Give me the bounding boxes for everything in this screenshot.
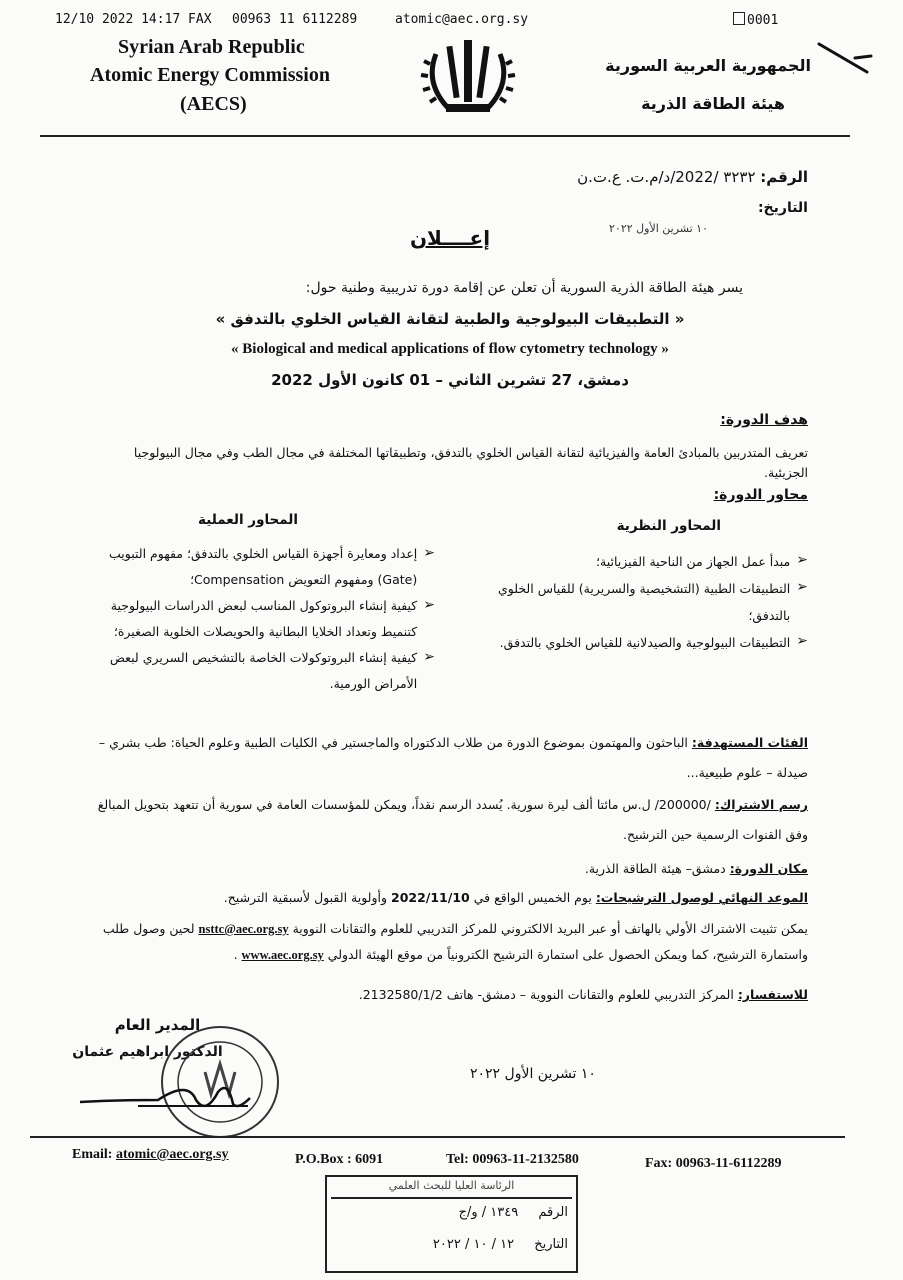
practical-list	[75, 541, 435, 697]
inquiry-heading: للاستفسار:	[737, 987, 808, 1002]
arrow-bullet-icon: ➢	[796, 552, 808, 568]
venue-paragraph	[93, 856, 808, 882]
practical-item: ➢ كيفية إنشاء البروتوكول المناسب لبعض الدراسات البيولوجية كتنميط وتعداد الخلايا البطانية والحويصلات الخلوية الصغيرة؛	[75, 593, 435, 645]
audience-heading: الفئات المستهدفة:	[691, 735, 808, 750]
handwritten-mark	[815, 38, 875, 78]
receipt-date-row: التاريخ ١٢ / ١٠ / ٢٠٢٢	[432, 1237, 568, 1252]
arrow-bullet-icon: ➢	[423, 649, 435, 665]
announcement-intro: يسر هيئة الطاقة الذرية السورية أن تعلن عن إقامة دورة تدريبية وطنية حول:	[305, 280, 743, 296]
footer-tel: Tel: 00963-11-2132580	[446, 1152, 579, 1167]
practical-heading: المحاور العملية	[198, 512, 298, 528]
fee-text: /200000/ ل.س مائتا ألف ليرة سورية. يُسدد الرسم نقداً، ويمكن للمؤسسات العامة في سورية أن تتعهد بتحويل المبالغ وفق القنوات الرسمية حين الترشيح.	[97, 797, 808, 842]
fee-heading: رسم الاشتراك:	[714, 797, 808, 812]
fax-header-datetime: 12/10 2022 14:17 FAX	[55, 12, 212, 27]
axes-heading: محاور الدورة:	[713, 487, 808, 503]
letterhead-en-line2: Atomic Energy Commission	[90, 64, 330, 86]
footer-email-link[interactable]: atomic@aec.org.sy	[115, 1147, 229, 1162]
course-title-ar: « التطبيقات البيولوجية والطبية لتقانة القياس الخلوي بالتدفق »	[215, 310, 685, 328]
aecs-logo	[420, 34, 516, 120]
deadline-paragraph: الموعد النهائي لوصول الترشيحات: يوم الخميس الواقع في 2022/11/10 وأولوية القبول لأسبقية الترشيح.	[223, 890, 808, 905]
receipt-stamp	[325, 1175, 578, 1273]
deadline-date: 2022/11/10	[391, 890, 470, 905]
arrow-bullet-icon: ➢	[796, 579, 808, 595]
inquiry-paragraph: للاستفسار: المركز التدريبي للعلوم والتقانات النووية – دمشق- هاتف 2132580/1/2.	[358, 987, 808, 1002]
website-link[interactable]: www.aec.org.sy	[241, 948, 324, 962]
handwritten-signature	[78, 1060, 253, 1120]
reference-number: الرقم: ٣٢٣٢ /2022/د/م.ت. ع.ت.ن	[577, 168, 808, 186]
goal-text: تعريف المتدربين بالمبادئ العامة والفيزيائية لتقانة القياس الخلوي بالتدفق، وتطبيقاتها المختلفة في مجال الطب وفي مجال البيولوجيا الجزيئية.	[133, 445, 808, 480]
theoretical-item: ➢ مبدأ عمل الجهاز من الناحية الفيزيائية؛	[483, 548, 808, 575]
letterhead-en-line1: Syrian Arab Republic	[118, 36, 305, 58]
footer-divider	[30, 1136, 845, 1138]
audience-text: الباحثون والمهتمون بموضوع الدورة من طلاب الدكتوراه والماجستير في الكليات الطبية وعلوم الحياة: طب بشري – صيدلة – علوم طبيعية...	[98, 735, 808, 780]
deadline-heading: الموعد النهائي لوصول الترشيحات:	[595, 890, 808, 905]
course-place-dates: دمشق، 27 تشرين الثاني – 01 كانون الأول 2022	[271, 371, 629, 389]
reference-date: التاريخ:	[757, 200, 808, 216]
theoretical-item: ➢ التطبيقات الطبية (التشخيصية والسريرية) للقياس الخلوي بالتدفق؛	[483, 575, 808, 629]
fax-header-email: atomic@aec.org.sy	[395, 12, 529, 27]
letterhead-en-line3: (AECS)	[180, 93, 247, 115]
reference-date-value: ١٠ تشرين الأول ٢٠٢٢	[609, 222, 708, 235]
arrow-bullet-icon: ➢	[423, 597, 435, 613]
handwritten-date: ١٠ تشرين الأول ٢٠٢٢	[470, 1066, 596, 1082]
theoretical-list	[483, 548, 808, 656]
header-divider	[40, 135, 850, 137]
fax-page-icon	[733, 12, 745, 25]
fax-header-page: 0001	[733, 12, 778, 28]
signature-title: المدير العام	[114, 1016, 201, 1034]
course-title-en: « Biological and medical applications of flow cytometry technology »	[231, 341, 669, 357]
footer-email: Email: atomic@aec.org.sy	[72, 1147, 229, 1162]
fee-paragraph	[93, 790, 808, 850]
footer-pobox: P.O.Box : 6091	[295, 1152, 384, 1167]
arrow-bullet-icon: ➢	[796, 633, 808, 649]
registration-paragraph: يمكن تثبيت الاشتراك الأولي بالهاتف أو عبر البريد الالكتروني للمركز التدريبي للعلوم والتقانات النووية nsttc@aec.org.sy لحين وصول طلب واستمارة الترشيح، كما ويمكن الحصول على استمارة الترشيح الكترونياً من موقع الهيئة الدولي www.aec.org.sy .	[102, 921, 808, 962]
receipt-stamp-header: الرئاسة العليا للبحث العلمي	[388, 1179, 515, 1192]
theoretical-heading: المحاور النظرية	[616, 518, 721, 534]
venue-text: دمشق– هيئة الطاقة الذرية.	[584, 861, 726, 876]
letterhead-ar-line1: الجمهورية العربية السورية	[605, 56, 811, 75]
fax-header-number: 00963 11 6112289	[232, 12, 358, 27]
announcement-title: إعــــلان	[409, 226, 491, 250]
receipt-number-row: الرقم ١٣٤٩ / و/ج	[458, 1205, 568, 1220]
goal-heading: هدف الدورة:	[720, 412, 808, 428]
registration-email-link[interactable]: nsttc@aec.org.sy	[198, 922, 289, 936]
signature-name: الدكتور ابراهيم عثمان	[72, 1044, 223, 1060]
letterhead-ar-line2: هيئة الطاقة الذرية	[641, 94, 785, 113]
footer-fax: Fax: 00963-11-6112289	[645, 1156, 782, 1171]
theoretical-item: ➢ التطبيقات البيولوجية والصيدلانية للقياس الخلوي بالتدفق.	[483, 629, 808, 656]
arrow-bullet-icon: ➢	[423, 545, 435, 561]
audience-paragraph	[93, 728, 808, 788]
venue-heading: مكان الدورة:	[729, 861, 808, 876]
practical-item: ➢ كيفية إنشاء البروتوكولات الخاصة بالتشخيص السريري لبعض الأمراض الورمية.	[75, 645, 435, 697]
practical-item: ➢ إعداد ومعايرة أجهزة القياس الخلوي بالتدفق؛ مفهوم التبويب (Gate) ومفهوم التعويض Compensation؛	[75, 541, 435, 593]
